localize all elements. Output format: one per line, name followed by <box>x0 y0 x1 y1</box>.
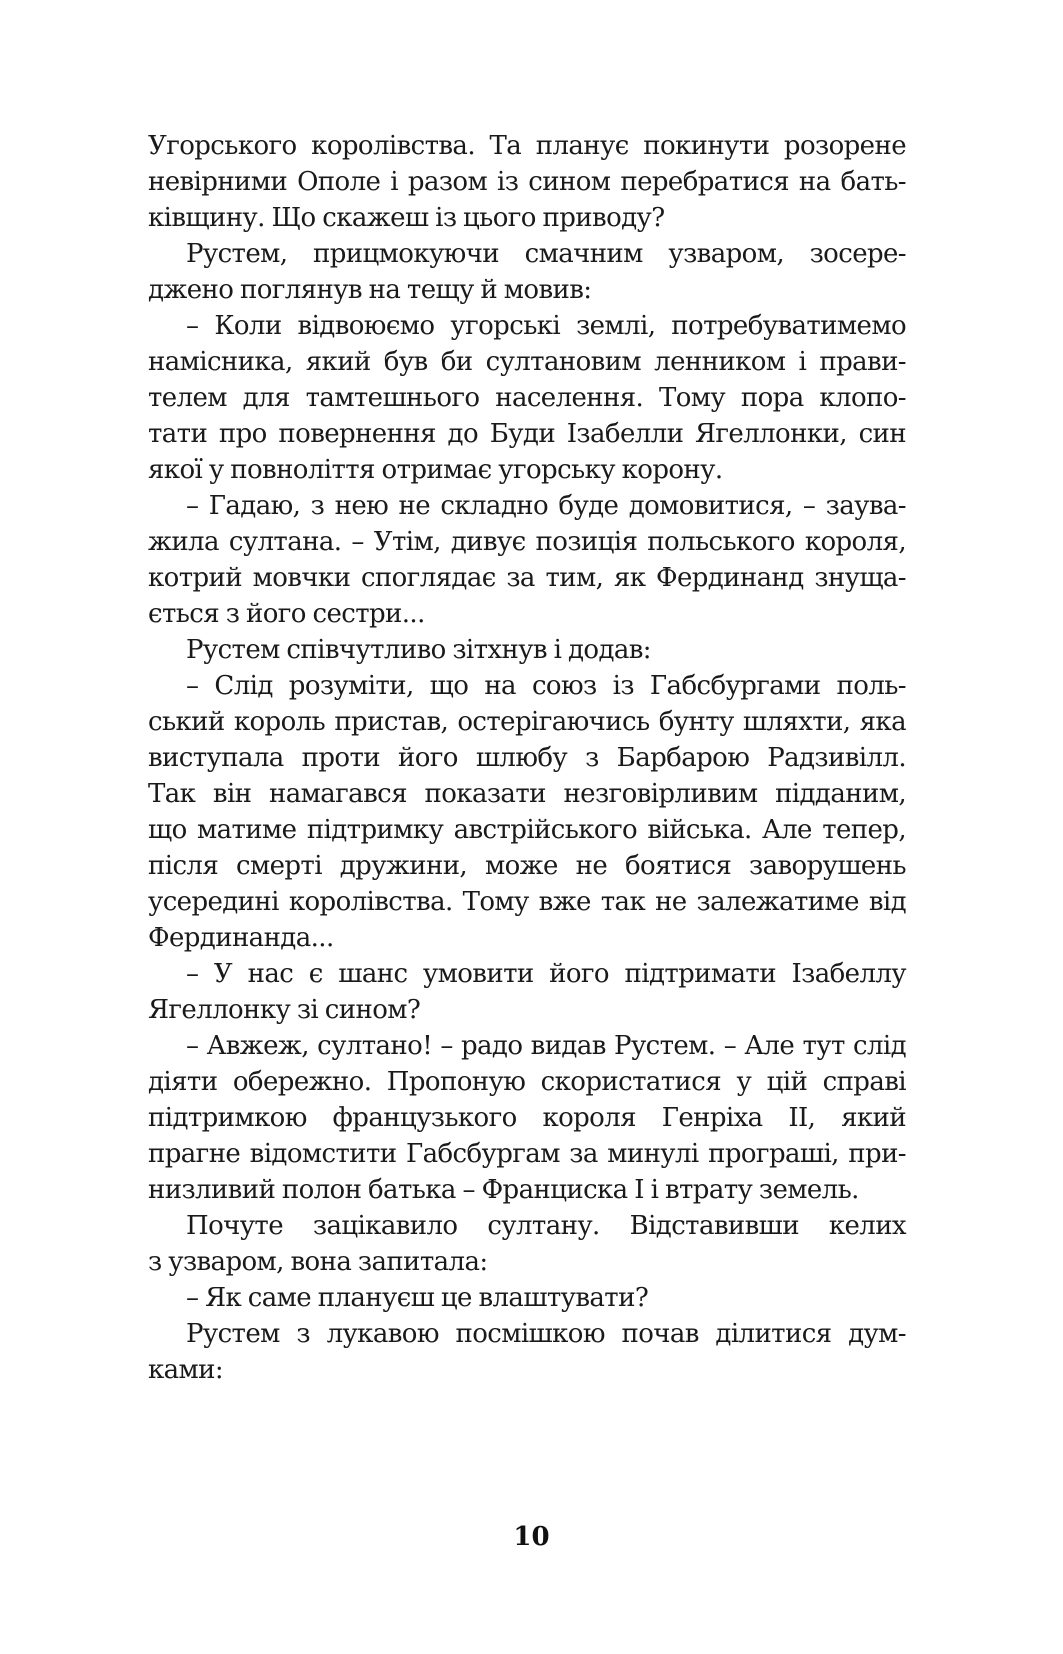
text-line: джено поглянув на тещу й мовив: <box>148 275 592 305</box>
text-line: – Як саме плануєш це влаштувати? <box>186 1283 649 1313</box>
text-line: Ягеллонку зі сином? <box>148 995 421 1025</box>
text-line: діяти обережно. Пропоную скористатися у цій справі <box>148 1067 906 1097</box>
body-text <box>148 128 906 1388</box>
text-line: Рустем, прицмокуючи смачним узваром, зосере- <box>186 239 906 269</box>
text-line: прагне відомстити Габсбургам за минулі програші, при- <box>148 1139 906 1169</box>
text-line: Фердинанда... <box>148 923 334 953</box>
text-line: ється з його сестри... <box>148 599 425 629</box>
text-line: що матиме підтримку австрійського війська. Але тепер, <box>148 815 906 845</box>
text-line: з узваром, вона запитала: <box>148 1247 488 1277</box>
text-line: якої у повноліття отримає угорську корону. <box>148 455 723 485</box>
text-line: Так він намагався показати незговірливим підданим, <box>148 779 906 809</box>
text-line: – Авжеж, султано! – радо видав Рустем. – Але тут слід <box>186 1031 906 1061</box>
text-line: Угорського королівства. Та планує покинути розорене <box>148 131 906 161</box>
text-line: котрий мовчки споглядає за тим, як Фердинанд знуща- <box>148 563 906 593</box>
text-line: після смерті дружини, може не боятися заворушень <box>148 851 906 881</box>
text-line: ками: <box>148 1355 224 1385</box>
text-line: телем для тамтешнього населення. Тому пора клопо- <box>148 383 906 413</box>
page-number: 10 <box>513 1522 550 1552</box>
text-line: Рустем з лукавою посмішкою почав ділитися дум- <box>186 1319 906 1349</box>
text-line: тати про повернення до Буди Ізабелли Ягеллонки, син <box>148 419 906 449</box>
text-line: ський король пристав, остерігаючись бунту шляхти, яка <box>148 707 906 737</box>
text-line: – Коли відвоюємо угорські землі, потребуватимемо <box>186 311 906 341</box>
text-line: низливий полон батька – Франциска I і втрату земель. <box>148 1175 859 1205</box>
text-line: усередині королівства. Тому вже так не залежатиме від <box>148 887 906 917</box>
text-line: виступала проти його шлюбу з Барбарою Радзивілл. <box>148 743 906 773</box>
text-line: ківщину. Що скажеш із цього приводу? <box>148 203 665 233</box>
text-line: невірними Ополе і разом із сином перебратися на бать- <box>148 167 906 197</box>
text-line: підтримкою французького короля Генріха II, який <box>148 1103 906 1133</box>
text-line: намісника, який був би султановим ленником і прави- <box>148 347 906 377</box>
text-line: жила султана. – Утім, дивує позиція польського короля, <box>148 527 906 557</box>
text-line: – Гадаю, з нею не складно буде домовитися, – заува- <box>186 491 906 521</box>
text-line: – Слід розуміти, що на союз із Габсбургами поль- <box>186 671 906 701</box>
text-line: Рустем співчутливо зітхнув і додав: <box>186 635 651 665</box>
text-line: Почуте зацікавило султану. Відставивши келих <box>186 1211 906 1241</box>
text-line: – У нас є шанс умовити його підтримати Ізабеллу <box>186 959 906 989</box>
